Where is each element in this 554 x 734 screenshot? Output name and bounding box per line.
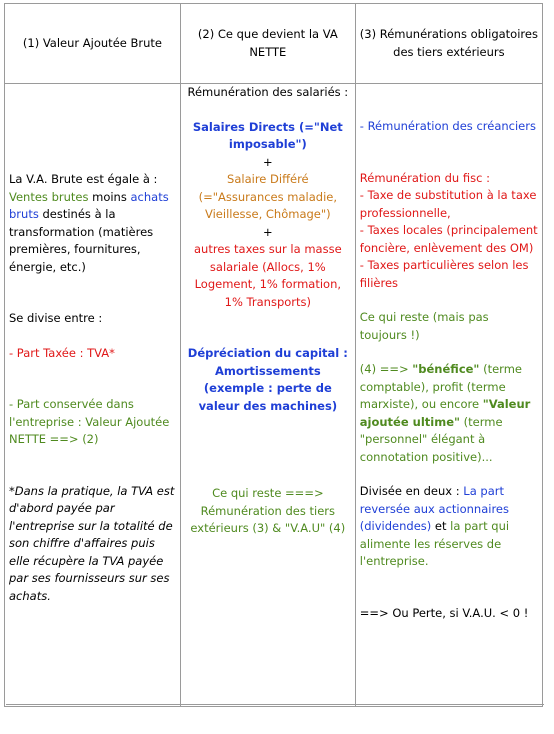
col3-divisee: Divisée en deux : La part reversée aux actionnaires (dividendes) et la part qui alimente les réserves de l'entreprise.	[359, 484, 510, 568]
col2-plus-1: +	[263, 154, 273, 169]
header-col1	[5, 4, 181, 84]
col3-taxe-substitution: - Taxe de substitution à la taxe professionnelle,	[359, 188, 537, 220]
col3-benefice: (4) ==> "bénéfice" (terme comptable), profit (terme marxiste), ou encore "Valeur ajoutée ultime" (terme "personnel" élégant à connotation positive)...	[359, 362, 531, 464]
bottom-divider	[6, 704, 544, 705]
header-col2-text: (2) Ce que devient la VA NETTE	[197, 27, 338, 59]
col2-salaires-directs: Salaires Directs (="Net imposable")	[192, 119, 343, 151]
col2-autres-taxes: autres taxes sur la masse salariale (Allocs, 1% Logement, 1% formation, 1% Transports)	[194, 242, 342, 309]
body-row	[5, 84, 543, 707]
col1-part-taxee: - Part Taxée : TVA*	[9, 345, 115, 360]
col3-perte: ==> Ou Perte, si V.A.U. < 0 !	[359, 605, 529, 620]
col3-cell	[355, 84, 542, 707]
col2-salaire-differe: Salaire Différé (="Assurances maladie, Vieillesse, Chômage")	[198, 172, 338, 221]
header-col1-text: (1) Valeur Ajoutée Brute	[22, 35, 162, 50]
header-col3-text: (3) Rémunérations obligatoires des tiers extérieurs	[359, 27, 538, 59]
col1-intro: La V.A. Brute est égale à :	[9, 172, 158, 186]
col3-remuneration-creanciers: - Rémunération des créanciers	[359, 119, 536, 133]
col1-se-divise: Se divise entre :	[9, 311, 103, 325]
col2-cell	[180, 84, 355, 707]
header-col3	[355, 4, 542, 84]
col1-formula: Ventes brutes moins achats bruts destinés à la transformation (matières premières, fournitures, énergie, etc.)	[9, 189, 169, 274]
col1-part-conservee: - Part conservée dans l'entreprise : Valeur Ajoutée NETTE ==> (2)	[9, 397, 170, 446]
header-row	[5, 4, 543, 84]
value-added-table	[4, 3, 543, 707]
col2-remuneration-salaries: Rémunération des salariés :	[187, 85, 349, 99]
col3-taxes-particulieres: - Taxes particulières selon les filières	[359, 258, 529, 290]
col2-depreciation: Dépréciation du capital : Amortissements (exemple : perte de valeur des machines)	[187, 346, 348, 413]
col2-ce-qui-reste: Ce qui reste ===> Rémunération des tiers extérieurs (3) & "V.A.U" (4)	[190, 486, 346, 535]
col3-remuneration-fisc: Rémunération du fisc :	[359, 170, 490, 185]
col1-note: *Dans la pratique, la TVA est d'abord payée par l'entreprise sur la totalité de son chiffre d'affaires puis elle récupère la TVA payée par ses fournisseurs sur ses achats.	[9, 483, 175, 603]
col3-ce-qui-reste: Ce qui reste (mais pas toujours !)	[359, 310, 489, 342]
col1-cell	[5, 84, 181, 707]
col2-plus-2: +	[263, 224, 273, 239]
col3-taxes-locales: - Taxes locales (principalement foncière, enlèvement des OM)	[359, 223, 538, 255]
header-col2	[180, 4, 355, 84]
